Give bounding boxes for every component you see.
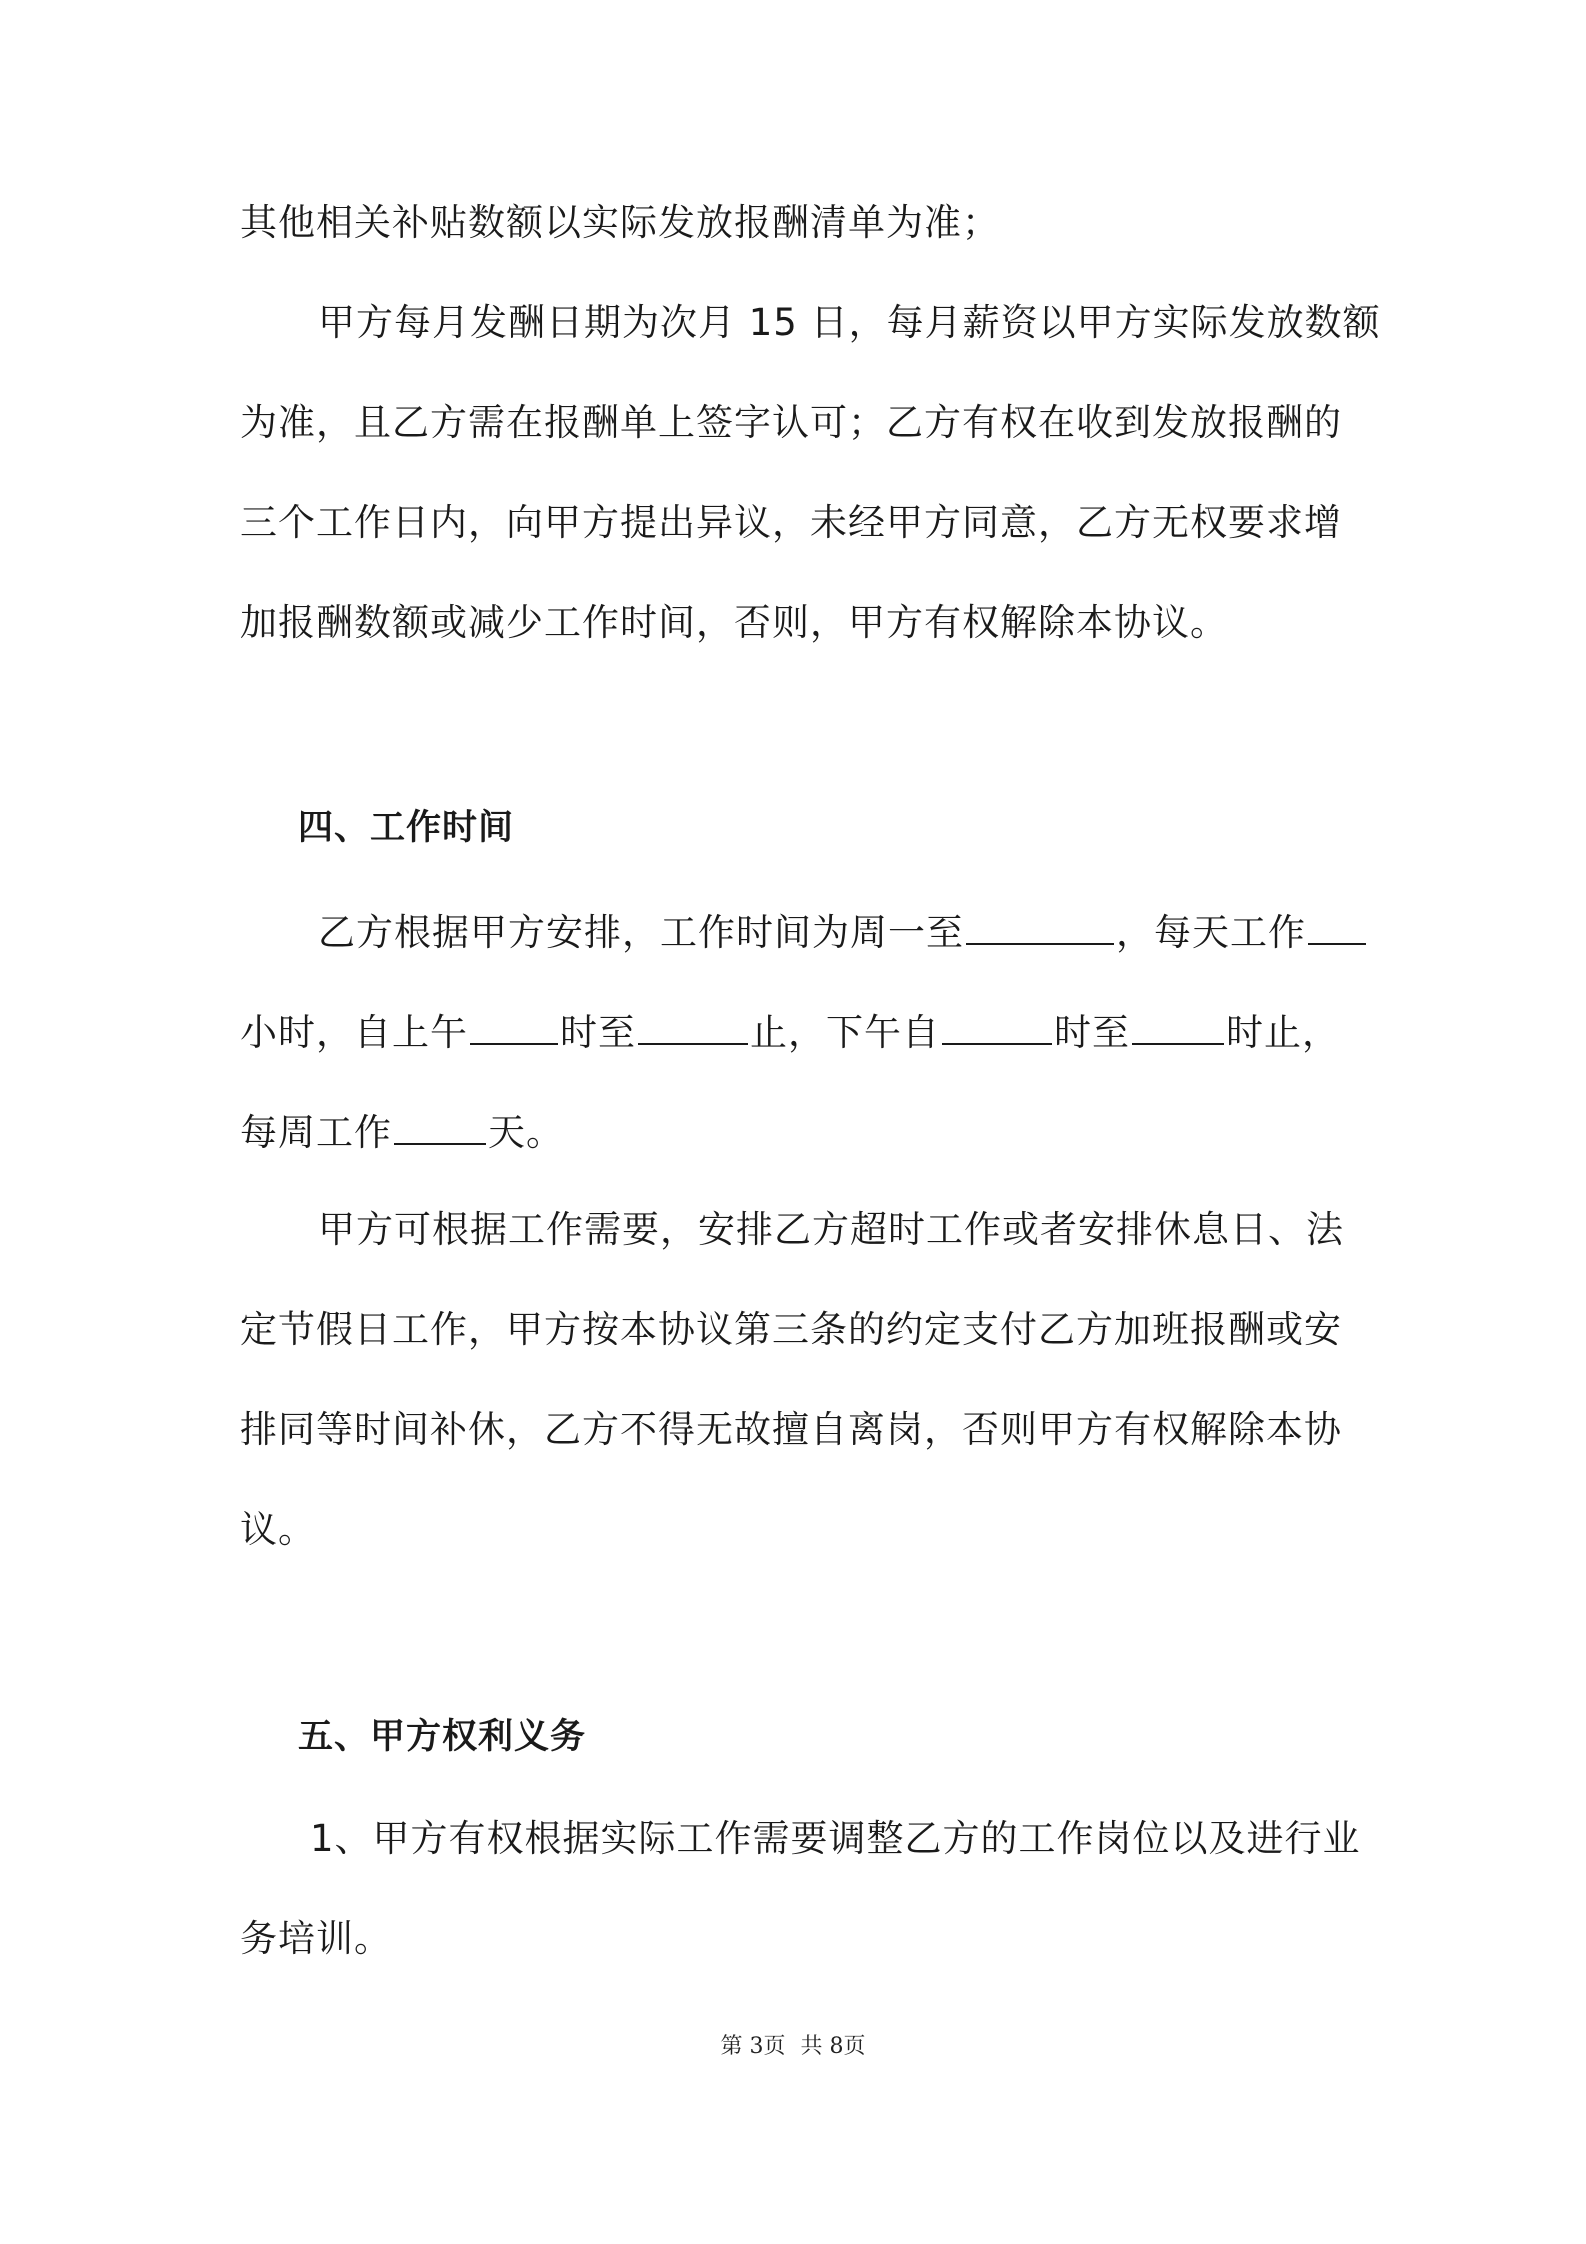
text-segment: 时止，: [1226, 1011, 1340, 1054]
fill-blank[interactable]: [1308, 905, 1366, 945]
page-footer: [0, 2032, 1586, 2062]
paragraph-line: 1、甲方有权根据实际工作需要调整乙方的工作岗位以及进行业: [310, 1817, 1361, 1860]
section-heading-party-a-rights: 五、甲方权利义务: [298, 1716, 587, 1757]
page-total: 共 8页: [800, 2034, 866, 2059]
paragraph-line: 排同等时间补休，乙方不得无故擅自离岗，否则甲方有权解除本协: [240, 1408, 1342, 1451]
fill-blank[interactable]: [1132, 1005, 1224, 1045]
text-segment: 时至: [560, 1011, 636, 1054]
text-segment: 止，下午自: [750, 1011, 940, 1054]
paragraph-line: 为准，且乙方需在报酬单上签字认可；乙方有权在收到发放报酬的: [240, 401, 1342, 444]
fill-blank[interactable]: [966, 905, 1114, 945]
text-segment: 天。: [488, 1111, 564, 1154]
section-heading-work-time: 四、工作时间: [298, 807, 515, 848]
paragraph-line: 其他相关补贴数额以实际发放报酬清单为准；: [240, 201, 1000, 244]
paragraph-line: [240, 1105, 564, 1158]
paragraph-line: [240, 1005, 1340, 1058]
fill-blank[interactable]: [638, 1005, 748, 1045]
page-number: 第 3页: [720, 2034, 786, 2059]
text-segment: 时至: [1054, 1011, 1130, 1054]
paragraph-line: 加报酬数额或减少工作时间，否则，甲方有权解除本协议。: [240, 601, 1228, 644]
paragraph-line: 甲方每月发酬日期为次月 15 日，每月薪资以甲方实际发放数额: [318, 301, 1381, 344]
paragraph-line: [318, 905, 1368, 958]
paragraph-line: 务培训。: [240, 1917, 392, 1960]
paragraph-line: 定节假日工作，甲方按本协议第三条的约定支付乙方加班报酬或安: [240, 1308, 1342, 1351]
text-segment: ，每天工作: [1116, 911, 1306, 954]
paragraph-line: 甲方可根据工作需要，安排乙方超时工作或者安排休息日、法: [318, 1208, 1344, 1251]
paragraph-line: 三个工作日内，向甲方提出异议，未经甲方同意，乙方无权要求增: [240, 501, 1342, 544]
paragraph-line: 议。: [240, 1508, 316, 1551]
fill-blank[interactable]: [470, 1005, 558, 1045]
text-segment: 小时，自上午: [240, 1011, 468, 1054]
text-segment: 乙方根据甲方安排，工作时间为周一至: [318, 911, 964, 954]
fill-blank[interactable]: [942, 1005, 1052, 1045]
fill-blank[interactable]: [394, 1105, 486, 1145]
text-segment: 每周工作: [240, 1111, 392, 1154]
